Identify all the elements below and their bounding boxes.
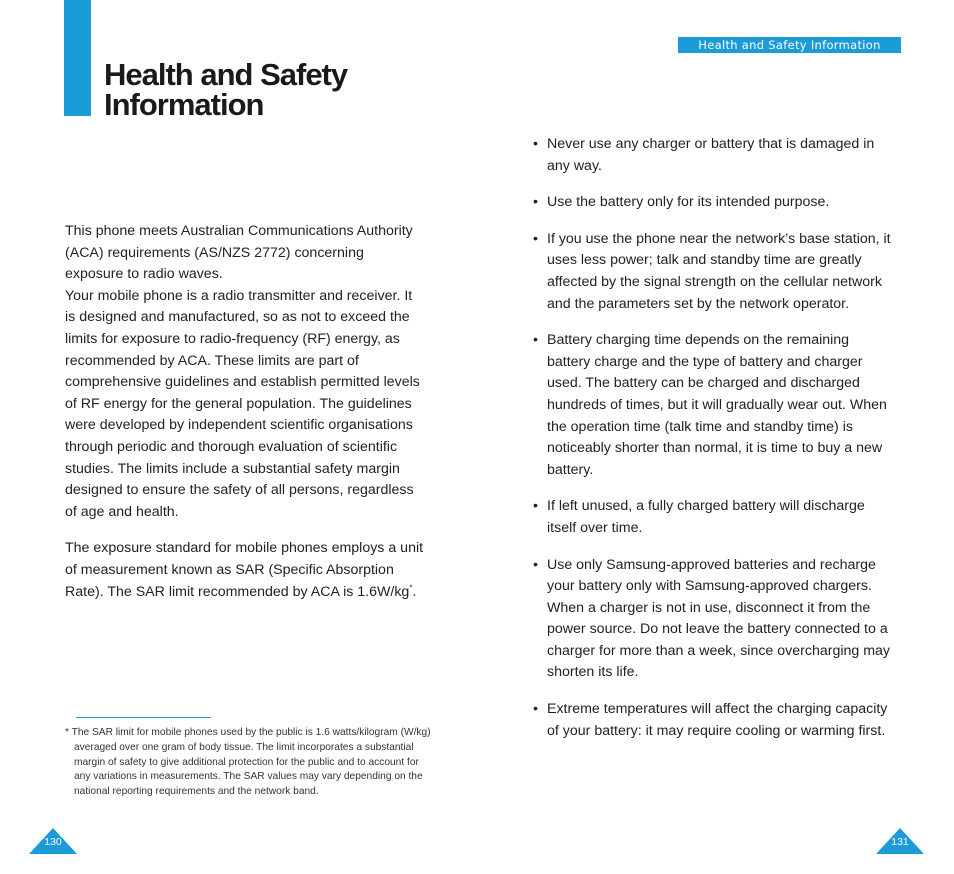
page-number-label: 130	[44, 836, 62, 848]
page-title: Health and Safety Information	[104, 57, 348, 122]
list-item	[533, 192, 893, 214]
rf-paragraph: Your mobile phone is a radio transmitter and receiver. It is designed and manufactured, so as not to exceed the limits for exposure to radio-frequency (RF) energy, as recommended by ACA. These limits are part of comprehensive guidelines and establish permitted levels of RF energy for the general population. The guidelines were developed by independent scientific organisations through periodic and thorough evaluation of scientific studies. The limits include a substantial safety margin designed to ensure the safety of all persons, regardless of age and health.	[65, 287, 420, 520]
list-item	[533, 555, 893, 685]
bullet-icon: •	[533, 136, 538, 152]
battery-bullet-list	[533, 134, 893, 757]
list-item-text: Use the battery only for its intended purpose.	[547, 194, 830, 211]
footnote: * The SAR limit for mobile phones used by the public is 1.6 watts/kilogram (W/kg) averaged over one gram of body tissue. The limit incorporates a substantial margin of safety to give additional protection for the public and to account for any variations in measurements. The SAR values may vary depending on the national reporting requirements and the network band.	[65, 727, 431, 798]
list-item	[533, 134, 893, 177]
page-number-label: 131	[891, 836, 909, 848]
list-item	[533, 496, 893, 539]
list-item	[533, 229, 893, 315]
list-item	[533, 330, 893, 481]
footnote-marker: *	[409, 582, 413, 592]
left-column	[65, 221, 425, 603]
bullet-icon: •	[533, 194, 538, 211]
list-item-text: Battery charging time depends on the remaining battery charge and the type of battery and charger used. The battery can be charged and discharged hundreds of times, but it will gradually wear out. When the operation time (talk time and standby time) is noticeably shorter than normal, it is time to buy a new battery.	[547, 332, 887, 478]
list-item-text: Use only Samsung-approved batteries and recharge your battery only with Samsung-approved chargers. When a charger is not in use, disconnect it from the power source. Do not leave the battery connected to a charger for more than a week, since overcharging may shorten its life.	[547, 556, 891, 681]
list-item-text: Never use any charger or battery that is damaged in any way.	[547, 136, 875, 174]
sar-paragraph	[65, 538, 425, 603]
bullet-icon: •	[533, 556, 538, 573]
bullet-icon: •	[533, 332, 538, 349]
list-item-text: If you use the phone near the network’s base station, it uses less power; talk and standby time are greatly affected by the signal strength on the cellular network and the parameters set by the network operator.	[547, 230, 891, 312]
footnote-rule	[76, 717, 211, 718]
intro-paragraph: This phone meets Australian Communications Authority (ACA) requirements (AS/NZS 2772) concerning exposure to radio waves.	[65, 223, 413, 283]
section-tab: Health and Safety Information	[678, 37, 901, 53]
page-number-right	[876, 828, 924, 854]
bullet-icon: •	[533, 701, 538, 718]
accent-bar	[64, 0, 91, 116]
list-item-text: Extreme temperatures will affect the charging capacity of your battery: it may require cooling or warming first.	[547, 701, 888, 739]
list-item	[533, 699, 893, 742]
sar-period: .	[412, 583, 417, 600]
bullet-icon: •	[533, 230, 538, 247]
bullet-icon: •	[533, 498, 538, 515]
list-item-text: If left unused, a fully charged battery will discharge itself over time.	[547, 498, 865, 536]
sar-text: The exposure standard for mobile phones employs a unit of measurement known as SAR (Specific Absorption Rate). The SAR limit recommended by ACA is 1.6W/kg	[65, 540, 424, 600]
page-number-left	[29, 828, 77, 854]
